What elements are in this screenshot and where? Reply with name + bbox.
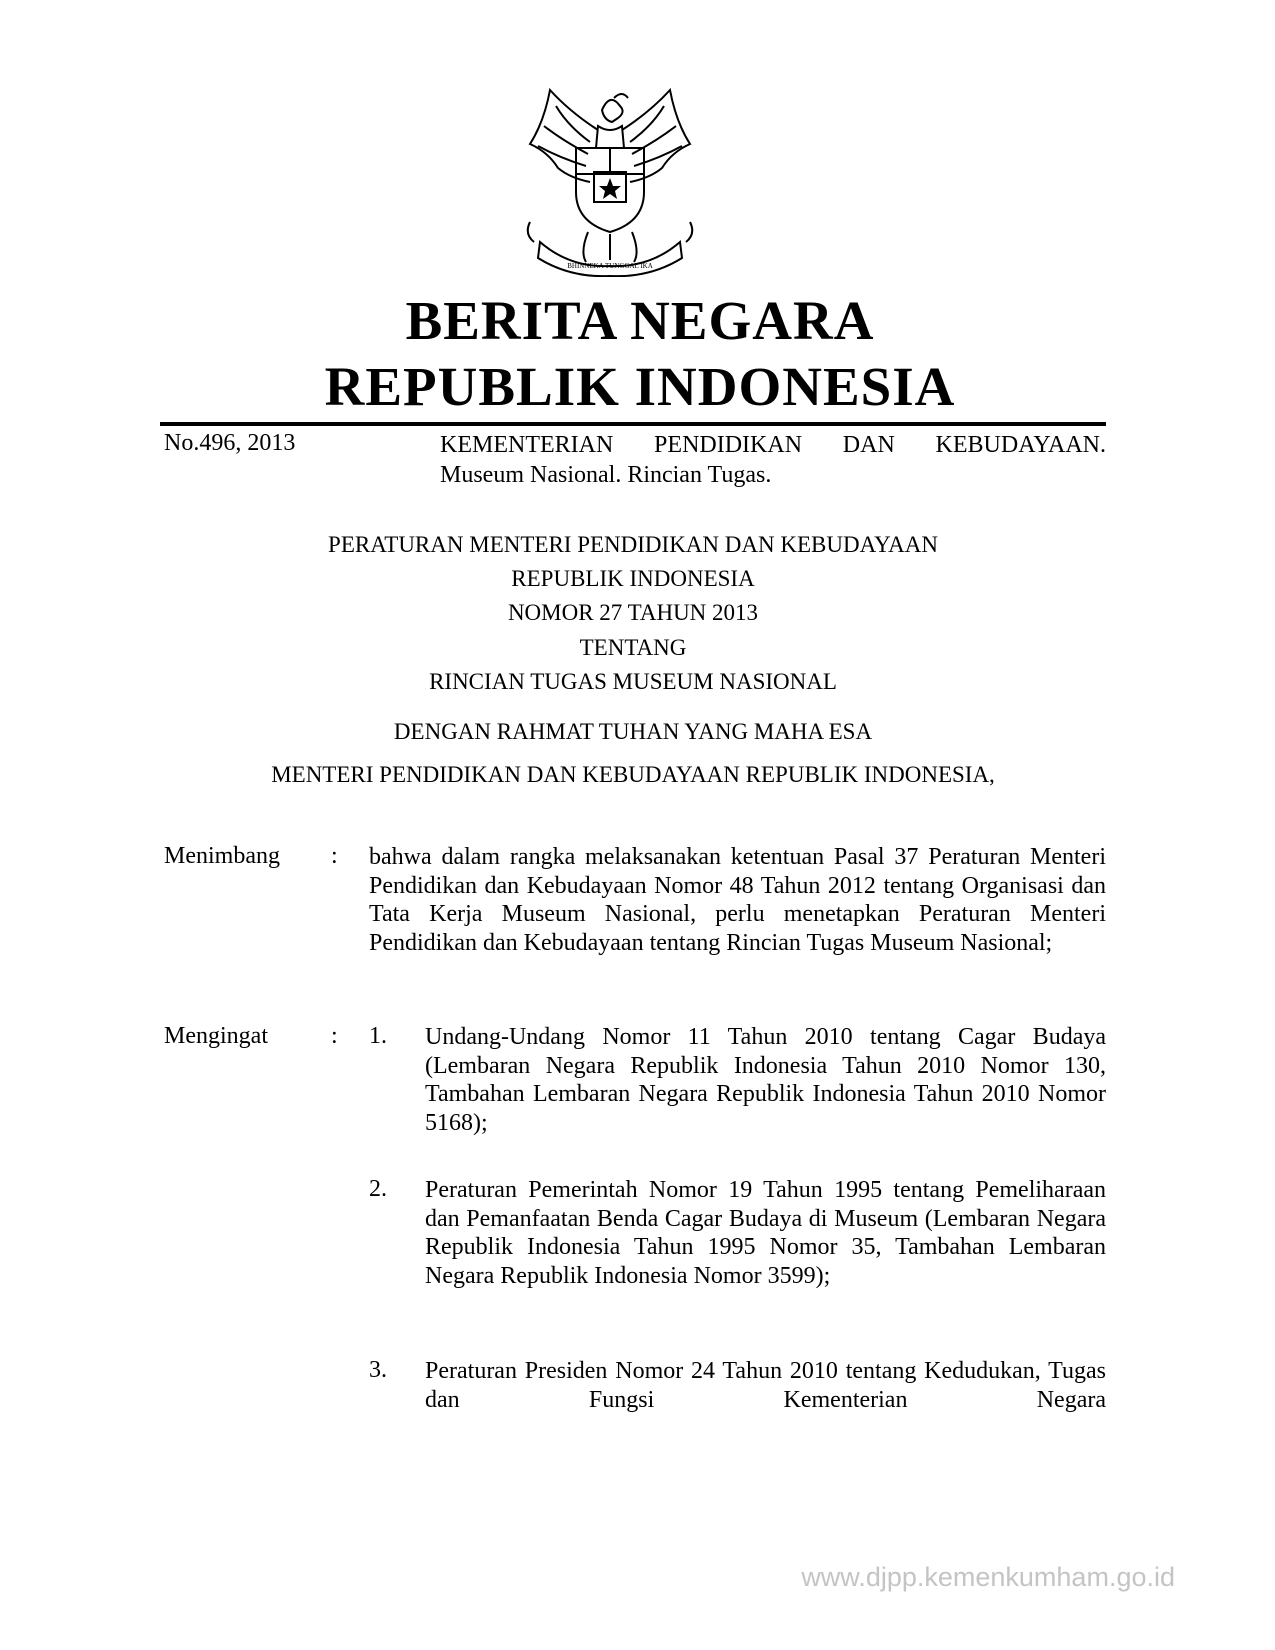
regulation-title-line: NOMOR 27 TAHUN 2013 — [507, 600, 759, 625]
masthead-title-line1: BERITA NEGARA — [405, 290, 875, 351]
regulation-title-line: RINCIAN TUGAS MUSEUM NASIONAL — [429, 669, 837, 694]
mengingat-item-number: 1. — [369, 1023, 387, 1049]
gazette-subject-line2: Museum Nasional. Rincian Tugas. — [440, 462, 772, 488]
gazette-subject-line1: KEMENTERIAN PENDIDIKAN DAN KEBUDAYAAN. — [440, 432, 1106, 458]
mengingat-item-text: Undang-Undang Nomor 11 Tahun 2010 tentang Cagar Budaya (Lembaran Negara Republik Indonesia Tahun 2010 Nomor 130, Tambahan Lembaran Negara Republik Indonesia Tahun 2010 Nomor 5168); — [425, 1024, 1106, 1136]
menimbang-label: Menimbang — [164, 843, 280, 869]
preamble-line: MENTERI PENDIDIKAN DAN KEBUDAYAAN REPUBLIK INDONESIA, — [271, 762, 995, 787]
menimbang-colon: : — [331, 843, 338, 869]
preamble-line: DENGAN RAHMAT TUHAN YANG MAHA ESA — [393, 719, 873, 744]
regulation-title-line: TENTANG — [579, 635, 687, 660]
gazette-number: No.496, 2013 — [164, 430, 296, 456]
gazette-subject — [440, 430, 1106, 490]
mengingat-item-text: Peraturan Pemerintah Nomor 19 Tahun 1995 tentang Pemeliharaan dan Pemanfaatan Benda Cagar Budaya di Museum (Lembaran Negara Republik Indonesia Tahun 1995 Nomor 35, Tambahan Lembaran Negara Republik Indonesia Nomor 3599); — [425, 1177, 1106, 1289]
regulation-title-line: PERATURAN MENTERI PENDIDIKAN DAN KEBUDAYAAN — [328, 532, 938, 557]
masthead-divider — [160, 422, 1106, 426]
masthead-title-line2: REPUBLIK INDONESIA — [324, 356, 956, 417]
mengingat-item-number: 3. — [369, 1357, 387, 1383]
svg-text:BHINNEKA TUNGGAL IKA: BHINNEKA TUNGGAL IKA — [567, 262, 653, 270]
mengingat-item-text: Peraturan Presiden Nomor 24 Tahun 2010 tentang Kedudukan, Tugas dan Fungsi Kementerian Negara — [425, 1358, 1106, 1413]
regulation-title-line: REPUBLIK INDONESIA — [511, 566, 755, 591]
mengingat-colon: : — [331, 1023, 338, 1049]
source-watermark: www.djpp.kemenkumham.go.id — [801, 1562, 1175, 1592]
garuda-emblem-icon — [510, 82, 710, 277]
menimbang-text: bahwa dalam rangka melaksanakan ketentuan Pasal 37 Peraturan Menteri Pendidikan dan Kebudayaan Nomor 48 Tahun 2012 tentang Organisasi dan Tata Kerja Museum Nasional, perlu menetapkan Peraturan Menteri Pendidikan dan Kebudayaan tentang Rincian Tugas Museum Nasional; — [369, 844, 1106, 956]
mengingat-item-number: 2. — [369, 1176, 387, 1202]
mengingat-label: Mengingat — [164, 1023, 268, 1049]
